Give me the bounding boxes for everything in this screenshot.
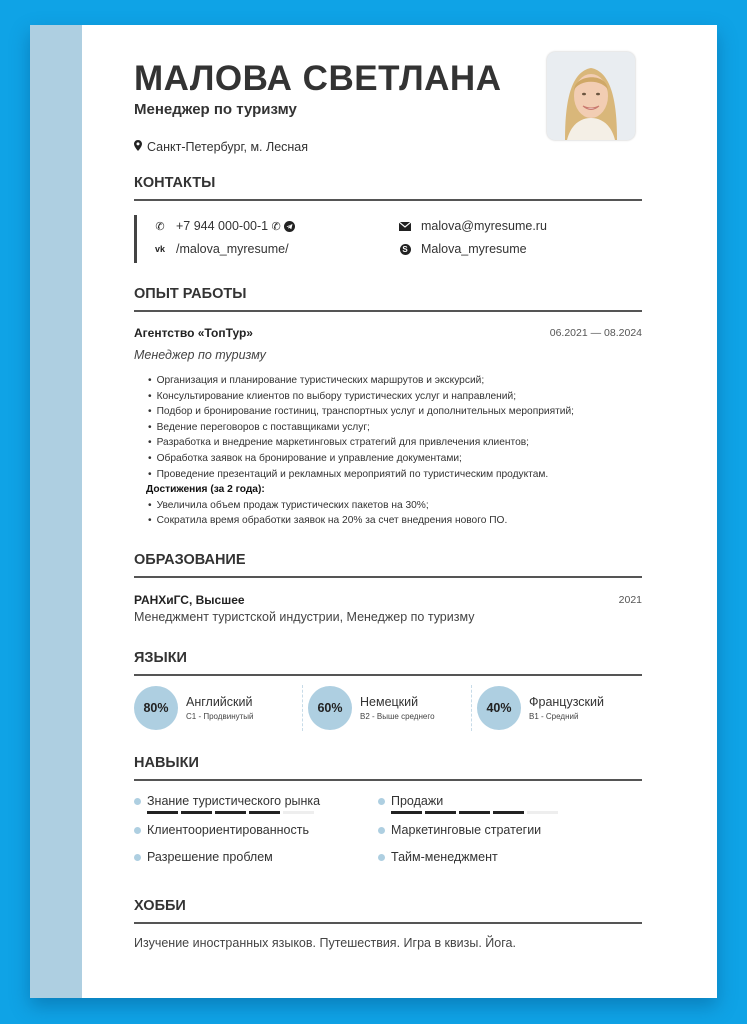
language-level: C1 - Продвинутый <box>186 712 254 721</box>
skill-bar-segment-filled <box>147 811 178 814</box>
skill-bar-segment-empty <box>283 811 314 814</box>
achievements-title: Достижения (за 2 года): <box>146 484 265 496</box>
bullet-dot-icon <box>378 798 385 805</box>
envelope-icon <box>399 222 411 231</box>
contacts-block <box>134 215 645 263</box>
skill-level-bar <box>147 811 314 814</box>
skill-bar-segment-filled <box>181 811 212 814</box>
skill-bar-segment-filled <box>215 811 246 814</box>
language-level: B1 - Средний <box>529 712 579 721</box>
contact-skype[interactable] <box>399 242 527 256</box>
language-level: B2 - Выше среднего <box>360 712 435 721</box>
skill-item <box>378 794 443 808</box>
language-name: Немецкий <box>360 695 419 709</box>
skype-text: Malova_myresume <box>421 242 527 256</box>
hobbies-text: Изучение иностранных языков. Путешествия. Игра в квизы. Йога. <box>134 936 516 950</box>
language-percent: 40% <box>477 686 521 730</box>
skill-name: Маркетинговые стратегии <box>391 823 542 837</box>
skill-name: Тайм-менеджмент <box>391 850 498 864</box>
language-divider <box>471 685 472 731</box>
skill-bar-segment-filled <box>493 811 524 814</box>
language-item <box>308 685 435 731</box>
skill-level-bar <box>391 811 558 814</box>
profile-photo <box>547 52 635 140</box>
duty-item: • Обработка заявок на бронирование и управление документами; <box>148 451 648 467</box>
bullet-dot-icon <box>378 827 385 834</box>
phone-text: +7 944 000-00-1 <box>176 219 269 233</box>
skill-item <box>378 850 498 864</box>
language-item <box>477 685 604 731</box>
bullet-dot-icon <box>134 798 141 805</box>
achievement-item: • Увеличила объем продаж туристических пакетов на 30%; <box>148 498 648 514</box>
email-text: malova@myresume.ru <box>421 219 547 233</box>
contact-vk[interactable] <box>154 242 289 256</box>
job-title: Менеджер по туризму <box>134 101 297 118</box>
skype-icon: S <box>399 244 411 255</box>
education-specialty: Менеджмент туристской индустрии, Менеджер по туризму <box>134 610 475 624</box>
duty-item: • Проведение презентаций и рекламных мероприятий по туристическим продуктам. <box>148 467 648 483</box>
section-title-experience: ОПЫТ РАБОТЫ <box>134 286 642 312</box>
job-duties <box>148 373 648 529</box>
skill-bar-segment-filled <box>459 811 490 814</box>
achievement-item: • Сократила время обработки заявок на 20% за счет внедрения нового ПО. <box>148 513 648 529</box>
bullet-dot-icon <box>378 854 385 861</box>
location-text: Санкт-Петербург, м. Лесная <box>147 140 309 154</box>
contact-phone[interactable] <box>154 219 295 233</box>
language-percent: 60% <box>308 686 352 730</box>
skill-name: Разрешение проблем <box>147 850 273 864</box>
section-title-education: ОБРАЗОВАНИЕ <box>134 552 642 578</box>
education-year: 2021 <box>618 594 642 606</box>
phone-icon: ✆ <box>155 220 165 233</box>
skill-name: Знание туристического рынка <box>147 794 321 808</box>
section-title-skills: НАВЫКИ <box>134 755 642 781</box>
duty-item: • Организация и планирование туристических маршрутов и экскурсий; <box>148 373 648 389</box>
skill-bar-segment-filled <box>391 811 422 814</box>
bullet-dot-icon <box>134 854 141 861</box>
map-pin-icon <box>134 140 142 154</box>
language-divider <box>302 685 303 731</box>
skill-bar-segment-filled <box>425 811 456 814</box>
contact-email[interactable] <box>399 219 547 233</box>
language-item <box>134 685 254 731</box>
skill-item <box>378 823 541 837</box>
language-name: Французский <box>529 695 604 709</box>
section-title-hobbies: ХОББИ <box>134 898 642 924</box>
job-role: Менеджер по туризму <box>134 348 266 362</box>
full-name: МАЛОВА СВЕТЛАНА <box>134 59 502 98</box>
job-company: Агентство «ТопТур» <box>134 326 253 340</box>
skill-item <box>134 823 309 837</box>
skill-bar-segment-filled <box>249 811 280 814</box>
resume-page <box>30 25 717 998</box>
skill-name: Продажи <box>391 794 444 808</box>
skill-item <box>134 850 273 864</box>
viber-icon: ✆ <box>271 220 281 233</box>
job-dates: 06.2021 — 08.2024 <box>549 327 642 339</box>
skill-name: Клиентоориентированность <box>147 823 309 837</box>
bullet-dot-icon <box>134 827 141 834</box>
duty-item: • Консультирование клиентов по выбору туристических услуг и направлений; <box>148 389 648 405</box>
telegram-icon <box>284 221 295 232</box>
skill-item <box>134 794 320 808</box>
language-percent: 80% <box>134 686 178 730</box>
education-school: РАНХиГС, Высшее <box>134 593 245 607</box>
skill-bar-segment-empty <box>527 811 558 814</box>
vk-icon: vk <box>154 244 165 254</box>
duty-item: • Разработка и внедрение маркетинговых стратегий для привлечения клиентов; <box>148 435 648 451</box>
accent-strip <box>30 25 82 998</box>
language-name: Английский <box>186 695 253 709</box>
vk-text: /malova_myresume/ <box>176 242 289 256</box>
location <box>134 140 308 154</box>
section-title-languages: ЯЗЫКИ <box>134 650 642 676</box>
section-title-contacts: КОНТАКТЫ <box>134 175 642 201</box>
duty-item: • Ведение переговоров с поставщиками услуг; <box>148 420 648 436</box>
duty-item: • Подбор и бронирование гостиниц, транспортных услуг и дополнительных мероприятий; <box>148 404 648 420</box>
